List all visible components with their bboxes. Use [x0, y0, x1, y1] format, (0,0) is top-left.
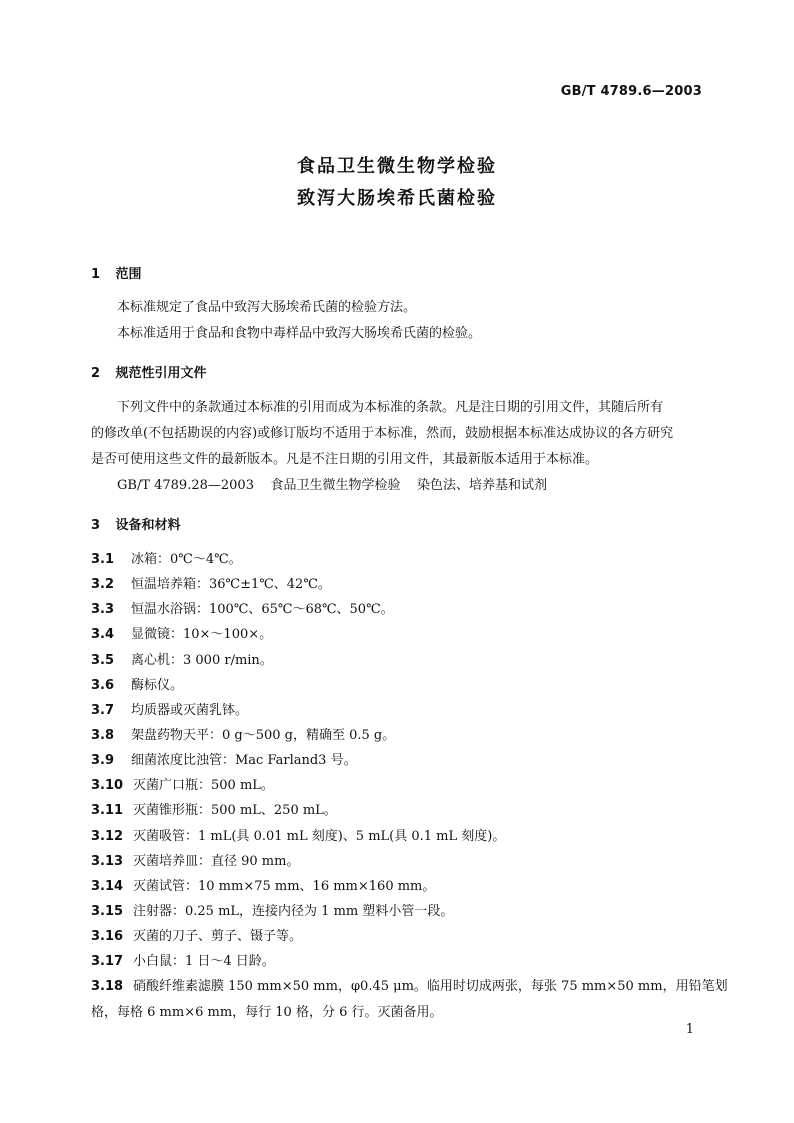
- item-text: 细菌浓度比浊管：Mac Farland3 号。: [131, 753, 357, 768]
- item-text: 恒温水浴锅：100℃、65℃～68℃、50℃。: [131, 602, 394, 617]
- item-text: 注射器：0.25 mL，连接内径为 1 mm 塑料小管一段。: [133, 904, 454, 919]
- section-number: 2: [91, 366, 101, 381]
- scope-paragraph: [91, 295, 705, 347]
- item-number: 3.6: [91, 678, 115, 693]
- document-title: 食品卫生微生物学检验: [297, 156, 497, 177]
- list-item-continuation: [91, 1001, 705, 1020]
- list-item: [91, 975, 728, 994]
- list-item: [91, 774, 705, 793]
- document-subtitle: 致泻大肠埃希氏菌检验: [297, 188, 497, 209]
- item-number: 3.11: [91, 803, 124, 818]
- section-number: 3: [91, 518, 101, 533]
- item-number: 3.16: [91, 929, 124, 944]
- section-heading-scope: [91, 263, 142, 282]
- item-number: 3.8: [91, 728, 115, 743]
- item-number: 3.15: [91, 904, 124, 919]
- standard-code: GB/T 4789.6—2003: [560, 84, 702, 99]
- list-item: [91, 623, 705, 642]
- list-item: [91, 850, 705, 869]
- paragraph-line: 下列文件中的条款通过本标准的引用而成为本标准的条款。凡是注日期的引用文件，其随后所有: [117, 400, 664, 415]
- item-text: 格，每格 6 mm×6 mm，每行 10 格，分 6 行。灭菌备用。: [91, 1005, 443, 1020]
- item-text: 灭菌的刀子、剪子、镊子等。: [133, 929, 303, 944]
- item-number: 3.18: [91, 979, 124, 994]
- item-text: 灭菌试管：10 mm×75 mm、16 mm×160 mm。: [133, 879, 436, 894]
- item-number: 3.13: [91, 854, 124, 869]
- list-item: [91, 825, 705, 844]
- page-number: 1: [685, 1022, 694, 1037]
- item-text: 小白鼠：1 日～4 日龄。: [133, 954, 275, 969]
- item-number: 3.9: [91, 753, 115, 768]
- item-number: 3.14: [91, 879, 124, 894]
- item-text: 灭菌锥形瓶：500 mL、250 mL。: [133, 803, 337, 818]
- item-number: 3.3: [91, 602, 115, 617]
- references-paragraph: [91, 395, 705, 499]
- list-item: [91, 548, 705, 567]
- paragraph-line: 本标准适用于食品和食物中毒样品中致泻大肠埃希氏菌的检验。: [117, 326, 482, 341]
- item-number: 3.5: [91, 653, 115, 668]
- list-item: [91, 724, 705, 743]
- section-title: 规范性引用文件: [115, 366, 207, 381]
- item-number: 3.7: [91, 703, 115, 718]
- item-text: 架盘药物天平：0 g～500 g，精确至 0.5 g。: [131, 728, 396, 743]
- item-number: 3.4: [91, 627, 115, 642]
- section-number: 1: [91, 267, 101, 282]
- list-item: [91, 900, 705, 919]
- item-number: 3.1: [91, 552, 115, 567]
- item-text: 硝酸纤维素滤膜 150 mm×50 mm，φ0.45 μm。临用时切成两张，每张 75 mm×50 mm，用铅笔划: [133, 979, 728, 994]
- item-text: 恒温培养箱：36℃±1℃、42℃。: [131, 577, 331, 592]
- item-text: 灭菌吸管：1 mL(具 0.01 mL 刻度)、5 mL(具 0.1 mL 刻度)。: [133, 829, 506, 844]
- section-heading-equipment: [91, 514, 181, 533]
- paragraph-line: 是否可使用这些文件的最新版本。凡是不注日期的引用文件，其最新版本适用于本标准。: [91, 452, 599, 467]
- item-text: 均质器或灭菌乳钵。: [131, 703, 249, 718]
- list-item: [91, 749, 705, 768]
- referenced-document: GB/T 4789.28—2003 食品卫生微生物学检验 染色法、培养基和试剂: [117, 478, 548, 493]
- section-heading-references: [91, 362, 207, 381]
- list-item: [91, 674, 705, 693]
- paragraph-line: 本标准规定了食品中致泻大肠埃希氏菌的检验方法。: [117, 300, 417, 315]
- section-title: 范围: [115, 267, 142, 282]
- item-text: 灭菌培养皿：直径 90 mm。: [133, 854, 300, 869]
- item-number: 3.2: [91, 577, 115, 592]
- item-text: 酶标仪。: [131, 678, 184, 693]
- list-item: [91, 573, 705, 592]
- item-number: 3.17: [91, 954, 124, 969]
- item-number: 3.10: [91, 778, 124, 793]
- item-text: 灭菌广口瓶：500 mL。: [133, 778, 274, 793]
- list-item: [91, 649, 705, 668]
- list-item: [91, 950, 705, 969]
- item-text: 显微镜：10×～100×。: [131, 627, 273, 642]
- item-number: 3.12: [91, 829, 124, 844]
- paragraph-line: 的修改单(不包括勘误的内容)或修订版均不适用于本标准，然而，鼓励根据本标准达成协议的各方研究: [91, 426, 674, 441]
- item-text: 冰箱：0℃～4℃。: [131, 552, 242, 567]
- list-item: [91, 699, 705, 718]
- item-text: 离心机：3 000 r/min。: [131, 653, 273, 668]
- list-item: [91, 598, 705, 617]
- section-title: 设备和材料: [115, 518, 181, 533]
- list-item: [91, 925, 705, 944]
- list-item: [91, 875, 705, 894]
- list-item: [91, 799, 705, 818]
